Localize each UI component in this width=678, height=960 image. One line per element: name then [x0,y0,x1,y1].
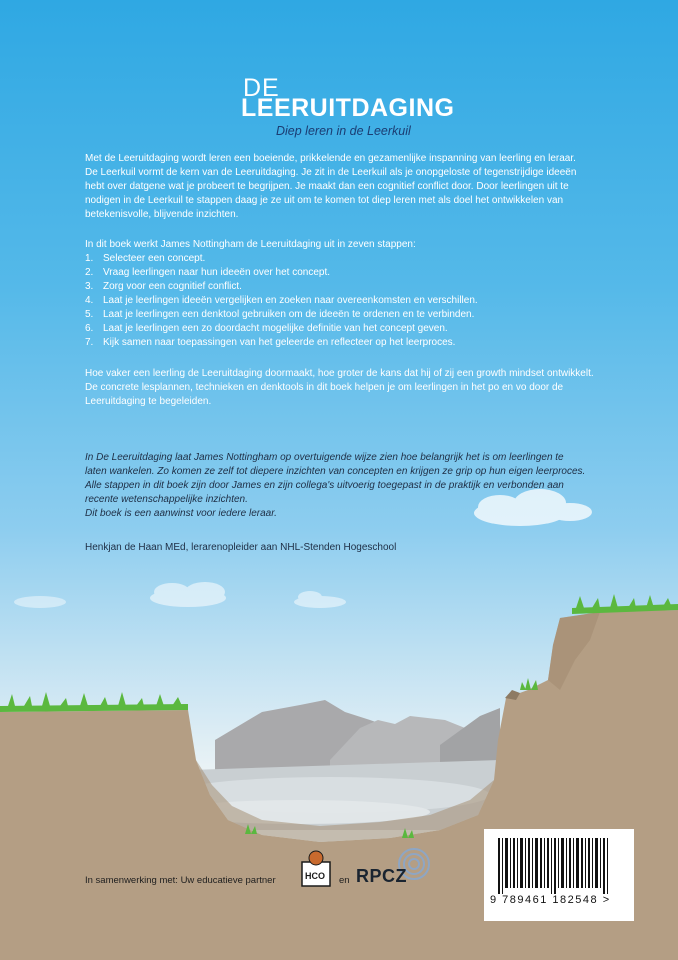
text-line: De Leerkuil vormt de kern van de Leeruitdaging. Je zit in de Leerkuil als je onopgeloste of tegenstrijdige ideeën [85,167,577,178]
text-line: Leeruitdaging te begeleiden. [85,396,212,407]
cloud-icon [150,582,226,607]
intro-paragraph-3 [85,367,625,409]
list-item [85,252,645,266]
book-title: LEERUITDAGING [241,94,455,122]
step-number: 5. [85,309,94,320]
step-number: 4. [85,295,94,306]
text-line: Met de Leeruitdaging wordt leren een boeiende, prikkelende en gezamenlijke inspanning van leerling en leraar. [85,153,576,164]
step-number: 3. [85,281,94,292]
collaboration-text: In samenwerking met: Uw educatieve partner [85,875,276,886]
text-line: laten wankelen. Zo komen ze zelf tot diepere inzichten van concepten en krijgen ze grip op hun eigen leerproces. [85,466,586,477]
list-item [85,322,645,336]
endorsement-quote [85,451,630,521]
intro-paragraph-1 [85,152,625,222]
list-item [85,308,645,322]
step-number: 2. [85,267,94,278]
step-number: 1. [85,253,94,264]
step-number: 7. [85,337,94,348]
step-text: Vraag leerlingen naar hun ideeën over het concept. [103,267,331,278]
collaboration-and: en [339,875,350,886]
book-title-prefix: DE [243,74,280,102]
step-text: Selecteer een concept. [103,253,206,264]
text-line: In De Leeruitdaging laat James Nottingham op overtuigende wijze zien hoe belangrijk het is om leerlingen te [85,452,564,463]
text-line: betekenisvolle, blijvende inzichten. [85,209,239,220]
step-text: Laat je leerlingen een zo doordacht mogelijke definitie van het concept geven. [103,323,448,334]
grass-icon [0,692,188,712]
list-item [85,280,645,294]
list-item [85,336,645,350]
text-line: recente wetenschappelijke inzichten. [85,494,248,505]
text-line: Dit boek is een aanwinst voor iedere leraar. [85,508,277,519]
list-item [85,294,645,308]
intro-paragraph-2: In dit boek werkt James Nottingham de Leeruitdaging uit in zeven stappen: [85,239,416,250]
cloud-icon [294,591,346,608]
svg-text:HCO: HCO [305,871,325,881]
text-line: nodigen in de Leerkuil te stappen daag je ze uit om te komen tot diep leren met als doel het ontwikkelen van [85,195,564,206]
step-text: Laat je leerlingen ideeën vergelijken en zoeken naar overeenkomsten en verschillen. [103,295,478,306]
list-item [85,266,645,280]
book-subtitle: Diep leren in de Leerkuil [276,124,411,138]
step-text: Zorg voor een cognitief conflict. [103,281,242,292]
steps-list [85,252,645,350]
step-text: Laat je leerlingen een denktool gebruiken om de ideeën te ordenen en te verbinden. [103,309,475,320]
quote-signature: Henkjan de Haan MEd, lerarenopleider aan NHL-Stenden Hogeschool [85,542,397,553]
isbn-digits: 9 789461 182548 > [490,894,611,906]
barcode-icon [484,829,634,921]
text-line: Hoe vaker een leerling de Leeruitdaging doormaakt, hoe groter de kans dat hij of zij een growth mindset ontwikkelt. [85,368,594,379]
cloud-icon [14,596,66,608]
text-line: hebt over datgene wat je probeert te begrijpen. Je maakt dan een cognitief conflict door. Door leerlingen uit te [85,181,569,192]
rpcz-logo-text: RPCZ [356,866,407,886]
step-number: 6. [85,323,94,334]
step-text: Kijk samen naar toepassingen van het geleerde en reflecteer op het leerproces. [103,337,456,348]
text-line: Alle stappen in dit boek zijn door James en zijn collega's uitvoerig toegepast in de praktijk en verbonden aan [85,480,564,491]
text-line: De concrete lesplannen, technieken en denktools in dit boek helpen je om leerlingen in het po en vo door de [85,382,564,393]
